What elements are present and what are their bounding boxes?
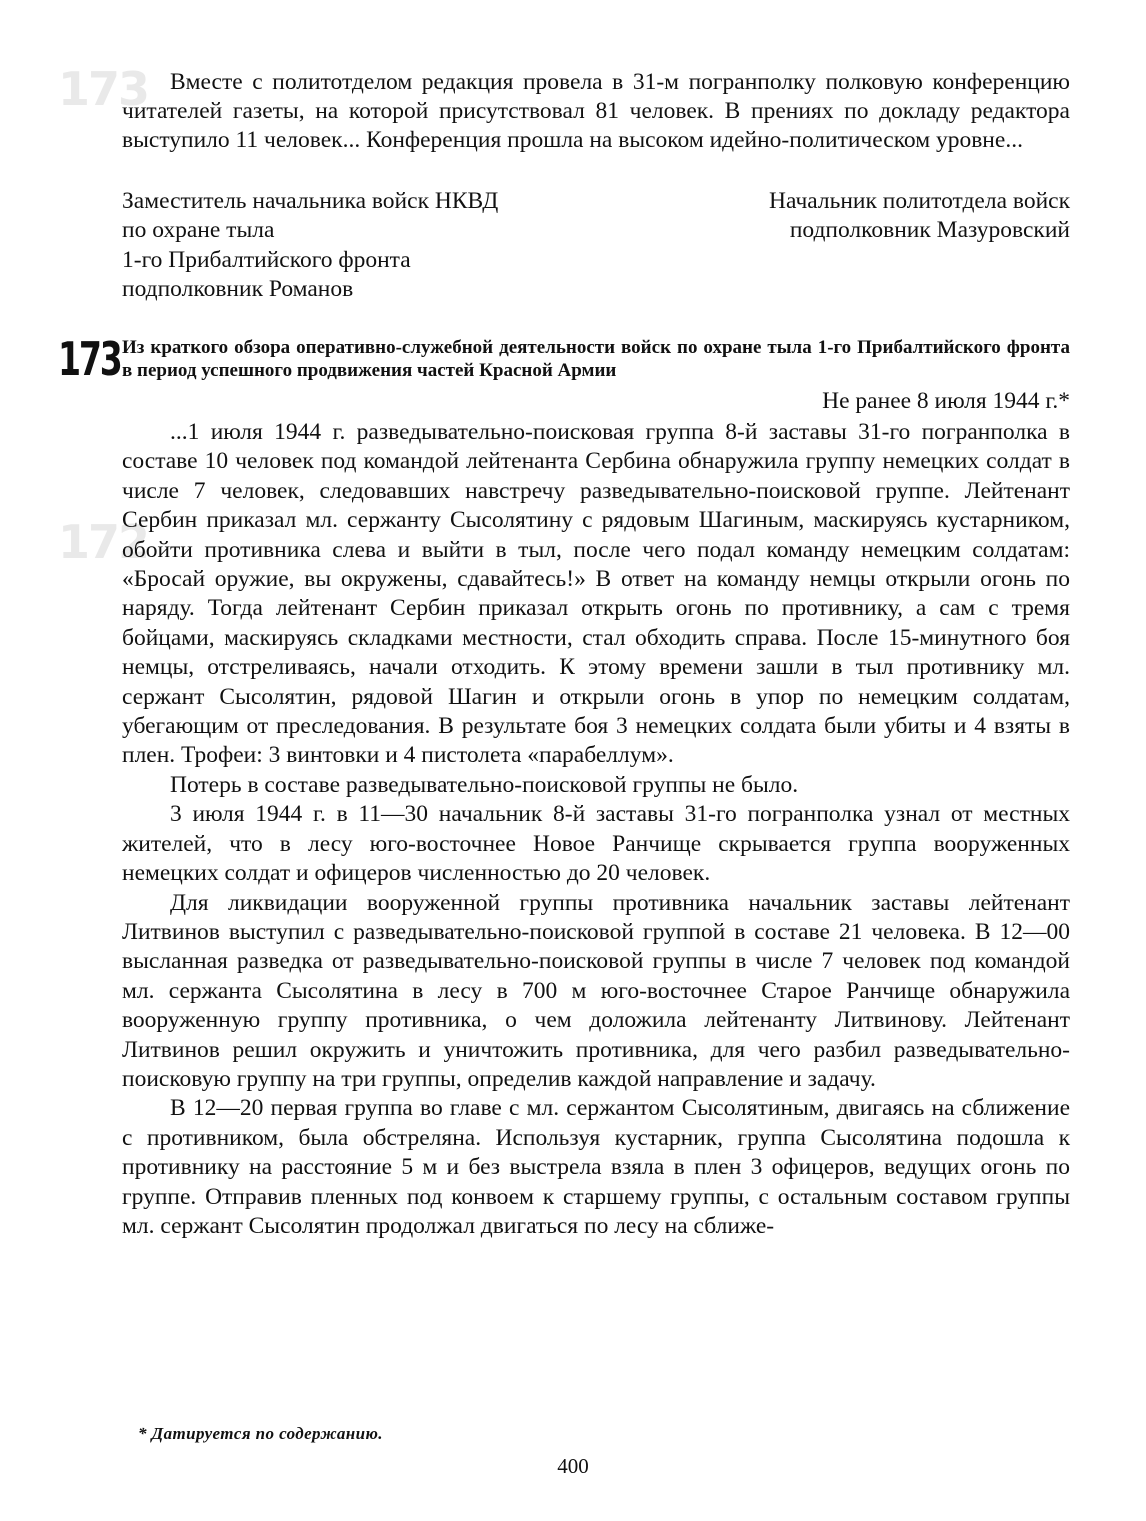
bleed-through-number: 173 bbox=[58, 62, 149, 116]
body-paragraph: ...1 июля 1944 г. разведывательно-поисковая группа 8-й заставы 31-го погранполка в составе 10 человек под командой лейтенанта Сербина обнаружила группу немецких солдат в числе 7 человек, следовавших навстречу разведывательно-поисковой группе. Лейтенант Сербин приказал мл. сержанту Сысолятину с рядовым Шагиным, маскируясь кустарником, обойти противника слева и выйти в тыл, после чего подал команду немецким солдатам: «Бросай оружие, вы окружены, сдавайтесь!» В ответ на команду немцы открыли огонь по наряду. Тогда лейтенант Сербин приказал открыть огонь по противнику, а сам с тремя бойцами, маскируясь складками местности, стал обходить справа. После 15-минутного боя немцы, отстреливаясь, начали отходить. К этому времени зашли в тыл противнику мл. сержант Сысолятин, рядовой Шагин и открыли огонь в упор по немецким солдатам, убегающим от преследования. В результате боя 3 немецких солдата были убиты и 4 взяты в плен. Трофеи: 3 винтовки и 4 пистолета «парабеллум». bbox=[122, 419, 1070, 769]
page-number: 400 bbox=[557, 1454, 589, 1478]
body-paragraph: 3 июля 1944 г. в 11—30 начальник 8-й заставы 31-го погранполка узнал от местных жителей, что в лесу юго-восточнее Новое Ранчище скрывается группа вооруженных немецких солдат и офицеров численностью до 20 человек. bbox=[122, 801, 1070, 887]
document-number: 173 bbox=[58, 332, 121, 386]
body-paragraph: Потерь в составе разведывательно-поисковой группы не было. bbox=[170, 771, 799, 798]
signature-line: подполковник Романов bbox=[122, 276, 354, 303]
body-paragraph: В 12—20 первая группа во главе с мл. сержантом Сысолятиным, двигаясь на сближение с противником, была обстреляна. Используя кустарник, группа Сысолятина подошла к противнику на расстояние 5 м и без выстрела взяла в плен 3 офицеров, ведущих огонь по группе. Отправив пленных под конвоем к старшему группы, с остальным составом группы мл. сержант Сысолятин продолжал двигаться по лесу на сближе- bbox=[122, 1095, 1070, 1239]
bleed-through-number: 172 bbox=[58, 515, 149, 569]
document-date: Не ранее 8 июля 1944 г.* bbox=[822, 388, 1070, 414]
signature-line: подполковник Мазуровский bbox=[789, 217, 1070, 244]
document-body bbox=[122, 418, 1070, 1241]
body-paragraph: Для ликвидации вооруженной группы противника начальник заставы лейтенант Литвинов выступил с разведывательно-поисковой группой в составе 21 человека. В 12—00 высланная разведка от разведывательно-поисковой группы в числе 7 человек под командой мл. сержанта Сысолятина в лесу в 700 м юго-восточнее Старое Ранчище обнаружила вооруженную группу противника, о чем доложила лейтенанту Литвинову. Лейтенант Литвинов решил окружить и уничтожить противника, для чего разбил разведывательно-поисковую группу на три группы, определив каждой направление и задачу. bbox=[122, 889, 1070, 1092]
signature-line: Заместитель начальника войск НКВД bbox=[122, 188, 499, 214]
document-heading: Из краткого обзора оперативно-служебной деятельности войск по охране тыла 1-го Прибалтийского фронта в период успешного продвижения частей Красной Армии bbox=[122, 337, 1070, 381]
intro-text bbox=[122, 68, 1070, 156]
intro-paragraph: Вместе с политотделом редакция провела в 31-м погранполку полковую конференцию читателей газеты, на которой присутствовал 81 человек. В прениях по докладу редактора выступило 11 человек... Конференция прошла на высоком идейно-политическом уровне... bbox=[122, 69, 1070, 154]
signature-right bbox=[670, 187, 1070, 246]
signature-line: 1-го Прибалтийского фронта bbox=[122, 246, 411, 273]
footnote: * Датируется по содержанию. bbox=[138, 1424, 383, 1443]
signature-line: по охране тыла bbox=[122, 217, 275, 244]
signature-left bbox=[122, 187, 662, 305]
signature-line: Начальник политотдела войск bbox=[768, 188, 1070, 214]
